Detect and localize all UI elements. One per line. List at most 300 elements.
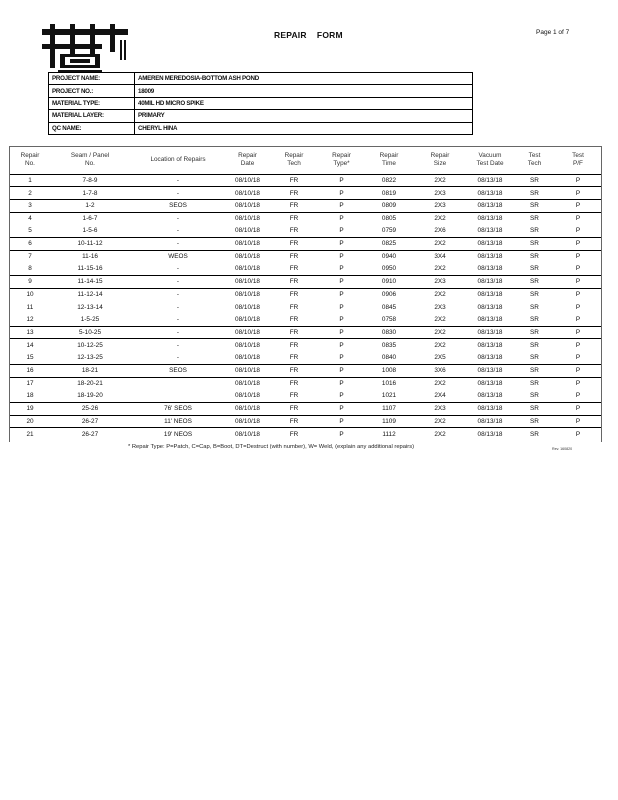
header-line-2: P/F — [573, 160, 583, 168]
cell-repair-tech: FR — [269, 428, 319, 441]
cell-vacuum-test-date: 08/13/18 — [477, 354, 503, 362]
cell-repair-type: P — [339, 303, 344, 311]
table-row — [10, 250, 601, 263]
cell-repair-tech: FR — [289, 354, 299, 362]
cell-repair-size: 2X2 — [434, 316, 446, 324]
table-header-row — [10, 147, 601, 174]
cell-vacuum-test-date: 08/13/18 — [466, 339, 514, 352]
cell-repair-type: P — [339, 176, 344, 184]
cell-vacuum-test-date: 08/13/18 — [466, 199, 514, 212]
info-value: PRIMARY — [135, 110, 473, 122]
cell-vacuum-test-date: 08/13/18 — [477, 303, 503, 311]
cell-test-pf: P — [555, 326, 601, 339]
header-line-1: Location of Repairs — [150, 156, 206, 164]
cell-repair-time: 0940 — [364, 250, 414, 263]
cell-repair-tech: FR — [269, 212, 319, 225]
cell-test-tech: SR — [514, 199, 555, 212]
cell-repair-date: 08/10/18 — [226, 250, 269, 263]
info-label: PROJECT NO.: — [49, 85, 135, 97]
cell-repair-no: 1 — [28, 176, 32, 184]
cell-repair-time: 0822 — [381, 176, 397, 184]
cell-test-pf: P — [575, 316, 581, 324]
cell-repair-no: 13 — [10, 326, 50, 339]
logo-icon — [40, 24, 132, 74]
page-indicator: Page 1 of 7 — [536, 29, 570, 36]
cell-location: 76' SEOS — [130, 402, 226, 415]
cell-repair-date: 08/10/18 — [235, 316, 260, 324]
cell-test-pf: P — [575, 227, 581, 235]
cell-repair-size: 2X3 — [414, 199, 466, 212]
cell-test-tech: SR — [530, 303, 539, 311]
info-value: 40MIL HD MICRO SPIKE — [135, 97, 473, 109]
table-row — [10, 352, 601, 365]
cell-repair-type: P — [319, 237, 364, 250]
cell-repair-tech: FR — [269, 276, 319, 289]
cell-repair-time: 0825 — [364, 237, 414, 250]
cell-repair-type: P — [339, 354, 344, 362]
cell-seam-panel-no: 26-27 — [50, 415, 130, 428]
header-line-2: Date — [240, 160, 255, 168]
table-row — [10, 174, 601, 187]
cell-repair-no: 15 — [26, 354, 34, 362]
cell-location: - — [130, 276, 226, 289]
info-value: 18009 — [135, 85, 473, 97]
cell-seam-panel-no: 25-26 — [50, 402, 130, 415]
cell-test-pf: P — [555, 339, 601, 352]
cell-repair-size: 2X3 — [414, 187, 466, 200]
cell-repair-time: 0835 — [364, 339, 414, 352]
cell-test-pf: P — [555, 428, 601, 441]
cell-repair-type: P — [319, 250, 364, 263]
cell-repair-no: 20 — [10, 415, 50, 428]
cell-vacuum-test-date: 08/13/18 — [466, 187, 514, 200]
cell-seam-panel-no: 10-11-12 — [50, 237, 130, 250]
header-line-2: Tech — [287, 160, 301, 168]
cell-repair-size: 2X2 — [414, 288, 466, 301]
header-line-1: Repair — [379, 152, 399, 160]
cell-test-pf: P — [555, 237, 601, 250]
cell-repair-size: 2X5 — [434, 354, 446, 362]
cell-repair-tech: FR — [289, 176, 299, 184]
table-row — [10, 390, 601, 403]
cell-location: SEOS — [130, 199, 226, 212]
header-line-1: Test — [528, 152, 541, 160]
cell-repair-no: 14 — [10, 339, 50, 352]
cell-vacuum-test-date: 08/13/18 — [466, 237, 514, 250]
project-info-row — [49, 73, 473, 85]
cell-seam-panel-no: 1-5-25 — [80, 316, 100, 324]
cell-vacuum-test-date: 08/13/18 — [477, 227, 503, 235]
cell-test-pf: P — [555, 250, 601, 263]
header-line-1: Vacuum — [478, 152, 502, 160]
cell-repair-date: 08/10/18 — [226, 276, 269, 289]
cell-repair-tech: FR — [269, 377, 319, 390]
cell-repair-date: 08/10/18 — [226, 237, 269, 250]
cell-location — [130, 390, 226, 403]
cell-repair-date: 08/10/18 — [235, 265, 260, 273]
cell-repair-type: P — [319, 199, 364, 212]
cell-repair-date: 08/10/18 — [235, 303, 260, 311]
cell-repair-tech: FR — [269, 288, 319, 301]
table-row — [10, 187, 601, 200]
cell-test-pf: P — [555, 212, 601, 225]
cell-repair-time: 1109 — [364, 415, 414, 428]
cell-repair-time: 0950 — [381, 265, 397, 273]
cell-test-pf: P — [575, 176, 581, 184]
cell-repair-time: 0759 — [381, 227, 397, 235]
header-line-2: Test Date — [476, 160, 504, 168]
column-header-location — [130, 147, 226, 174]
cell-repair-tech: FR — [269, 339, 319, 352]
cell-repair-date: 08/10/18 — [226, 212, 269, 225]
table-row — [10, 212, 601, 225]
cell-repair-date: 08/10/18 — [226, 187, 269, 200]
header-line-1: Test — [572, 152, 584, 160]
cell-seam-panel-no: 1-2 — [50, 199, 130, 212]
cell-repair-no: 7 — [10, 250, 50, 263]
cell-repair-date: 08/10/18 — [226, 428, 269, 441]
column-header-repair-no — [10, 147, 50, 174]
cell-location — [130, 377, 226, 390]
table-row — [10, 326, 601, 339]
header-line-1: Seam / Panel — [70, 152, 110, 160]
cell-test-pf: P — [555, 288, 601, 301]
header-line-1: Repair — [430, 152, 450, 160]
cell-repair-no: 6 — [10, 237, 50, 250]
cell-repair-no: 16 — [10, 364, 50, 377]
cell-repair-tech: FR — [269, 326, 319, 339]
project-info-row — [49, 85, 473, 97]
cell-repair-tech: FR — [269, 415, 319, 428]
cell-repair-size: 2X2 — [414, 339, 466, 352]
cell-repair-type: P — [319, 402, 364, 415]
cell-location: - — [130, 212, 226, 225]
cell-test-tech: SR — [514, 428, 555, 441]
cell-location: - — [176, 265, 180, 273]
cell-location: - — [176, 354, 180, 362]
cell-test-pf: P — [575, 354, 581, 362]
cell-repair-type: P — [319, 428, 364, 441]
cell-seam-panel-no: 12-13-14 — [77, 303, 103, 311]
cell-repair-time: 0809 — [364, 199, 414, 212]
cell-repair-tech: FR — [269, 364, 319, 377]
cell-test-tech: SR — [514, 415, 555, 428]
cell-location: - — [176, 176, 180, 184]
cell-repair-size: 2X6 — [434, 227, 446, 235]
cell-test-tech: SR — [514, 212, 555, 225]
cell-test-tech: SR — [530, 316, 539, 324]
cell-location: - — [130, 339, 226, 352]
cell-location: 11' NEOS — [130, 415, 226, 428]
cell-repair-no: 2 — [10, 187, 50, 200]
cell-repair-date: 08/10/18 — [226, 288, 269, 301]
cell-repair-time: 1008 — [364, 364, 414, 377]
cell-test-pf: P — [575, 392, 581, 400]
repair-type-footnote: * Repair Type: P=Patch, C=Cap, B=Boot, DT=Destruct (with number), W= Weld, (explain any additional repairs) — [128, 444, 415, 450]
cell-repair-date: 08/10/18 — [235, 354, 260, 362]
cell-repair-type: P — [319, 415, 364, 428]
cell-seam-panel-no: 1-6-7 — [50, 212, 130, 225]
cell-repair-size: 2X2 — [414, 377, 466, 390]
cell-test-tech: SR — [514, 187, 555, 200]
cell-location: - — [176, 303, 180, 311]
cell-repair-no: 12 — [26, 316, 34, 324]
cell-seam-panel-no: 11-15-16 — [77, 265, 103, 273]
cell-repair-date: 08/10/18 — [226, 326, 269, 339]
cell-repair-date: 08/10/18 — [235, 392, 260, 400]
project-info-row — [49, 97, 473, 109]
table-row — [10, 237, 601, 250]
column-header-repair-tech — [269, 147, 319, 174]
header-line-1: Repair — [332, 152, 351, 160]
cell-repair-no: 9 — [10, 276, 50, 289]
column-header-repair-size — [414, 147, 466, 174]
cell-repair-date: 08/10/18 — [226, 415, 269, 428]
cell-test-tech: SR — [514, 276, 555, 289]
cell-test-tech: SR — [530, 354, 539, 362]
cell-repair-tech: FR — [289, 392, 299, 400]
cell-vacuum-test-date: 08/13/18 — [477, 316, 503, 324]
cell-repair-time: 0758 — [381, 316, 397, 324]
cell-repair-size: 2X3 — [414, 276, 466, 289]
cell-test-tech: SR — [514, 250, 555, 263]
cell-repair-date: 08/10/18 — [226, 377, 269, 390]
header-line-1: Repair — [20, 152, 40, 160]
cell-seam-panel-no: 18-20-21 — [50, 377, 130, 390]
cell-repair-tech: FR — [289, 316, 299, 324]
cell-test-tech: SR — [530, 176, 539, 184]
cell-repair-size: 2X2 — [434, 265, 446, 273]
cell-repair-time: 1112 — [364, 428, 414, 441]
header-line-2: No. — [25, 160, 35, 168]
cell-repair-size: 3X6 — [414, 364, 466, 377]
cell-test-tech: SR — [514, 339, 555, 352]
cell-location: SEOS — [130, 364, 226, 377]
cell-repair-size: 2X2 — [414, 212, 466, 225]
table-row — [10, 199, 601, 212]
cell-test-pf: P — [555, 377, 601, 390]
cell-repair-time: 1107 — [364, 402, 414, 415]
cell-repair-size: 2X2 — [414, 237, 466, 250]
table-row — [10, 428, 601, 441]
cell-repair-tech: FR — [289, 227, 299, 235]
cell-test-tech: SR — [530, 265, 539, 273]
project-info-table — [48, 72, 473, 135]
column-header-seam-panel-no — [50, 147, 130, 174]
cell-repair-type: P — [319, 187, 364, 200]
cell-location: - — [176, 227, 180, 235]
cell-test-pf: P — [555, 199, 601, 212]
cell-repair-no: 8 — [28, 265, 32, 273]
cell-vacuum-test-date: 08/13/18 — [477, 392, 503, 400]
cell-repair-size: 2X2 — [414, 326, 466, 339]
cell-repair-no: 10 — [10, 288, 50, 301]
cell-repair-no: 5 — [28, 227, 32, 235]
cell-test-tech: SR — [514, 326, 555, 339]
cell-repair-time: 0845 — [381, 303, 397, 311]
cell-repair-date: 08/10/18 — [226, 364, 269, 377]
cell-repair-type: P — [319, 276, 364, 289]
cell-repair-size: 2X3 — [434, 303, 446, 311]
cell-seam-panel-no: 26-27 — [50, 428, 130, 441]
cell-seam-panel-no: 1-7-8 — [50, 187, 130, 200]
cell-seam-panel-no: 1-5-6 — [82, 227, 98, 235]
cell-vacuum-test-date: 08/13/18 — [466, 364, 514, 377]
column-header-test-pf — [555, 147, 601, 174]
cell-repair-type: P — [319, 377, 364, 390]
cell-vacuum-test-date: 08/13/18 — [477, 265, 503, 273]
cell-repair-time: 1021 — [381, 392, 397, 400]
cell-repair-no: 19 — [10, 402, 50, 415]
cell-repair-tech: FR — [289, 265, 299, 273]
cell-test-tech: SR — [514, 288, 555, 301]
cell-vacuum-test-date: 08/13/18 — [466, 428, 514, 441]
cell-repair-size: 2X4 — [434, 392, 446, 400]
header-line-1: Repair — [238, 152, 257, 160]
table-row — [10, 402, 601, 415]
column-header-repair-time — [364, 147, 414, 174]
project-info-row — [49, 122, 473, 134]
info-label: QC NAME: — [49, 122, 135, 134]
cell-location: 19' NEOS — [130, 428, 226, 441]
cell-test-pf: P — [555, 187, 601, 200]
cell-repair-date: 08/10/18 — [235, 227, 260, 235]
cell-location: - — [130, 326, 226, 339]
cell-repair-no: 17 — [10, 377, 50, 390]
info-label: MATERIAL LAYER: — [49, 110, 135, 122]
info-value: AMEREN MEREDOSIA-BOTTOM ASH POND — [135, 73, 473, 85]
cell-vacuum-test-date: 08/13/18 — [466, 212, 514, 225]
cell-repair-time: 0819 — [364, 187, 414, 200]
cell-seam-panel-no: 11-14-15 — [50, 276, 130, 289]
cell-test-tech: SR — [530, 227, 539, 235]
cell-vacuum-test-date: 08/13/18 — [466, 377, 514, 390]
revision-label: Rev. 160820 — [552, 447, 573, 451]
cell-repair-time: 1016 — [364, 377, 414, 390]
cell-test-tech: SR — [514, 237, 555, 250]
cell-vacuum-test-date: 08/13/18 — [466, 326, 514, 339]
header-line-2: Tech — [527, 160, 542, 168]
cell-repair-tech: FR — [289, 303, 299, 311]
cell-seam-panel-no: 7-8-9 — [82, 176, 98, 184]
cell-vacuum-test-date: 08/13/18 — [466, 250, 514, 263]
cell-seam-panel-no: 10-12-25 — [50, 339, 130, 352]
cell-vacuum-test-date: 08/13/18 — [466, 288, 514, 301]
cell-seam-panel-no: 18-19-20 — [77, 392, 103, 400]
cell-repair-time: 0906 — [364, 288, 414, 301]
cell-repair-no: 21 — [10, 428, 50, 441]
column-header-repair-date — [226, 147, 269, 174]
cell-repair-size: 2X2 — [434, 176, 446, 184]
cell-repair-type: P — [339, 392, 344, 400]
cell-repair-tech: FR — [269, 199, 319, 212]
column-header-vacuum-test-date — [466, 147, 514, 174]
cell-repair-time: 0910 — [364, 276, 414, 289]
cell-repair-no: 3 — [10, 199, 50, 212]
cell-test-pf: P — [555, 364, 601, 377]
cell-seam-panel-no: 5-10-25 — [50, 326, 130, 339]
cell-repair-tech: FR — [269, 250, 319, 263]
column-header-test-tech — [514, 147, 555, 174]
cell-repair-type: P — [319, 288, 364, 301]
cell-repair-no: 11 — [26, 303, 34, 311]
cell-vacuum-test-date: 08/13/18 — [477, 176, 503, 184]
header-line-2: Type* — [333, 160, 350, 168]
table-row — [10, 288, 601, 301]
table-row — [10, 225, 601, 238]
cell-repair-date: 08/10/18 — [226, 402, 269, 415]
cell-repair-size: 2X3 — [414, 402, 466, 415]
cell-repair-type: P — [339, 227, 344, 235]
cell-seam-panel-no: 12-13-25 — [77, 354, 103, 362]
cell-seam-panel-no: 11-12-14 — [50, 288, 130, 301]
cell-seam-panel-no: 11-16 — [50, 250, 130, 263]
header-line-2: Size — [433, 160, 447, 168]
form-title: REPAIR FORM — [274, 30, 343, 40]
cell-repair-type: P — [319, 339, 364, 352]
info-label: PROJECT NAME: — [49, 73, 135, 85]
table-row — [10, 301, 601, 314]
cell-repair-type: P — [339, 316, 344, 324]
cell-test-pf: P — [555, 402, 601, 415]
cell-repair-no: 18 — [26, 392, 34, 400]
cell-location: - — [130, 288, 226, 301]
table-row — [10, 276, 601, 289]
cell-test-tech: SR — [514, 377, 555, 390]
cell-repair-size: 2X2 — [414, 415, 466, 428]
cell-location: - — [130, 237, 226, 250]
header-line-2: No. — [85, 160, 95, 168]
cell-repair-type: P — [339, 265, 344, 273]
header-line-1: Repair — [284, 152, 304, 160]
info-label: MATERIAL TYPE: — [49, 97, 135, 109]
cell-repair-time: 0840 — [381, 354, 397, 362]
cell-test-pf: P — [555, 276, 601, 289]
cell-test-tech: SR — [530, 392, 539, 400]
cell-repair-time: 0805 — [364, 212, 414, 225]
cell-repair-tech: FR — [269, 237, 319, 250]
cell-location: WEOS — [130, 250, 226, 263]
cell-repair-tech: FR — [269, 187, 319, 200]
cell-vacuum-test-date: 08/13/18 — [466, 415, 514, 428]
cell-repair-type: P — [319, 364, 364, 377]
repair-table — [10, 147, 601, 440]
cell-repair-type: P — [319, 326, 364, 339]
project-info-row — [49, 110, 473, 122]
cell-test-pf: P — [575, 265, 581, 273]
cell-repair-size: 3X4 — [414, 250, 466, 263]
cell-test-pf: P — [555, 415, 601, 428]
cell-repair-time: 0830 — [364, 326, 414, 339]
table-row — [10, 339, 601, 352]
cell-repair-type: P — [319, 212, 364, 225]
table-row — [10, 377, 601, 390]
cell-repair-size: 2X2 — [414, 428, 466, 441]
cell-repair-tech: FR — [269, 402, 319, 415]
table-row — [10, 314, 601, 327]
cell-location: - — [176, 316, 180, 324]
cell-seam-panel-no: 18-21 — [50, 364, 130, 377]
company-logo — [40, 24, 132, 74]
info-value: CHERYL HINA — [135, 122, 473, 134]
table-row — [10, 364, 601, 377]
cell-repair-no: 4 — [10, 212, 50, 225]
cell-location: - — [130, 187, 226, 200]
header-line-2: Time — [382, 160, 396, 168]
table-row — [10, 263, 601, 276]
table-row — [10, 415, 601, 428]
cell-repair-date: 08/10/18 — [235, 176, 260, 184]
